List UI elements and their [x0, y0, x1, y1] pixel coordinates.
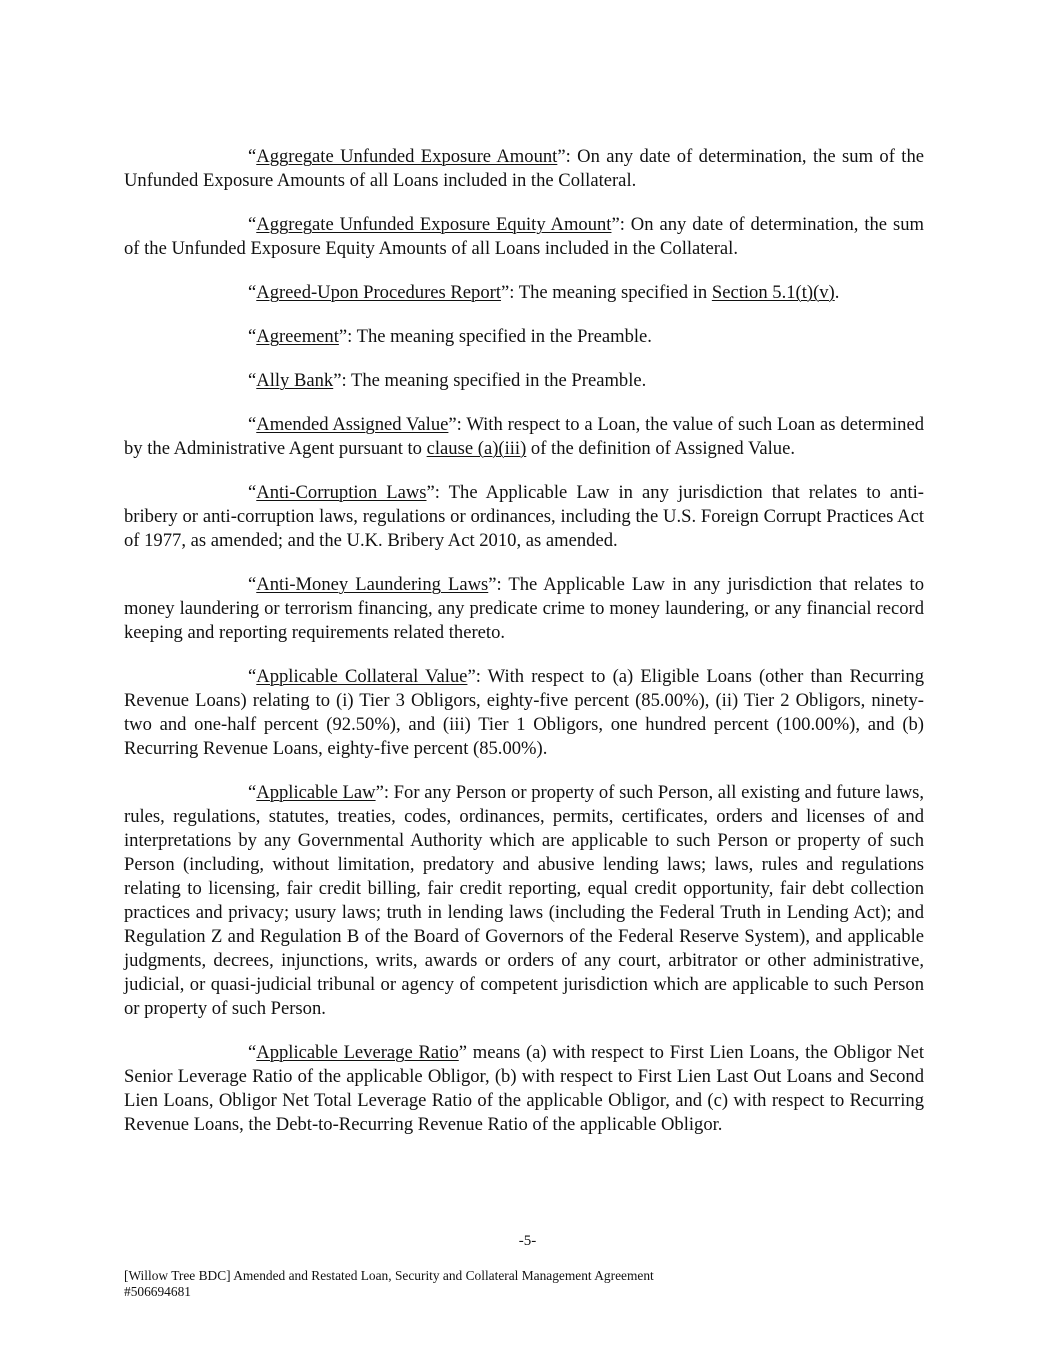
definition-aggregate-unfunded-exposure-amount: “Aggregate Unfunded Exposure Amount”: On any date of determination, the sum of the Unfunded Exposure Amounts of all Loans included in the Collateral.: [124, 146, 924, 191]
defined-term: Agreed-Upon Procedures Report: [256, 282, 502, 303]
footer-doc-id: #506694681: [124, 1284, 191, 1299]
defined-term: Amended Assigned Value: [256, 414, 449, 435]
definition-text: ”: With respect to a Loan, the value of such Loan as determined by the Administrative Agent pursuant to: [124, 414, 924, 459]
definition-amended-assigned-value: “Amended Assigned Value”: With respect to a Loan, the value of such Loan as determined by the Administrative Agent pursuant to clause (a)(iii) of the definition of Assigned Value.: [124, 414, 924, 459]
defined-term: Applicable Law: [256, 782, 376, 803]
defined-term: Anti-Corruption Laws: [256, 482, 427, 503]
defined-term: Ally Bank: [256, 370, 334, 391]
definition-anti-money-laundering-laws: “Anti-Money Laundering Laws”: The Applicable Law in any jurisdiction that relates to money laundering or terrorism financing, any predicate crime to money laundering, or any financial record keeping and reporting requirements related thereto.: [124, 574, 924, 643]
definition-text: ”: The Applicable Law in any jurisdiction that relates to money laundering or terrorism financing, any predicate crime to money laundering, or any financial record keeping and reporting requirements related thereto.: [124, 574, 924, 643]
defined-term: Applicable Leverage Ratio: [256, 1042, 459, 1063]
section-reference: Section 5.1(t)(v): [711, 282, 835, 303]
clause-reference: clause (a)(iii): [426, 438, 527, 459]
page-number: -5-: [518, 1233, 537, 1249]
defined-term: Agreement: [256, 326, 339, 347]
defined-term: Aggregate Unfunded Exposure Equity Amount: [256, 214, 612, 235]
definition-applicable-leverage-ratio: “Applicable Leverage Ratio” means (a) with respect to First Lien Loans, the Obligor Net Senior Leverage Ratio of the applicable Obligor, (b) with respect to First Lien Last Out Loans and Second Lien Loans, Obligor Net Total Leverage Ratio of the applicable Obligor, and (c) with respect to Recurring Revenue Loans, the Debt-to-Recurring Revenue Ratio of the applicable Obligor.: [124, 1042, 925, 1135]
definition-text: ”: On any date of determination, the sum of the Unfunded Exposure Equity Amounts of all Loans included in the Collateral.: [124, 214, 924, 259]
defined-term: Anti-Money Laundering Laws: [256, 574, 489, 595]
definition-aggregate-unfunded-exposure-equity-amount: “Aggregate Unfunded Exposure Equity Amount”: On any date of determination, the sum of the Unfunded Exposure Equity Amounts of all Loans included in the Collateral.: [124, 214, 924, 259]
definition-text: ”: For any Person or property of such Person, all existing and future laws, rules, regulations, statutes, treaties, codes, ordinances, permits, certificates, orders and licenses of and interpretations by any Governmental Authority which are applicable to such Person or property of such Person (including, without limitation, predatory and abusive lending laws; laws, rules and regulations relating to licensing, fair credit billing, fair credit reporting, equal credit opportunity, fair debt collection practices and privacy; usury laws; truth in lending laws (including the Federal Truth in Lending Act); and Regulation Z and Regulation B of the Board of Governors of the Federal Reserve System), and applicable judgments, decrees, injunctions, writs, awards or orders of any court, arbitrator or other administrative, judicial, or quasi-judicial tribunal or agency of competent jurisdiction which are applicable to such Person or property of such Person.: [124, 782, 925, 1019]
definition-ally-bank: “Ally Bank”: The meaning specified in the Preamble.: [248, 370, 647, 391]
definition-text-tail: of the definition of Assigned Value.: [526, 438, 795, 459]
definition-text: ”: The meaning specified in the Preamble.: [333, 370, 647, 391]
definition-applicable-law: “Applicable Law”: For any Person or property of such Person, all existing and future laws, rules, regulations, statutes, treaties, codes, ordinances, permits, certificates, orders and licenses of and interpretations by any Governmental Authority which are applicable to such Person or property of such Person (including, without limitation, predatory and abusive lending laws; laws, rules and regulations relating to licensing, fair credit billing, fair credit reporting, equal credit opportunity, fair debt collection practices and privacy; usury laws; truth in lending laws (including the Federal Truth in Lending Act); and Regulation Z and Regulation B of the Board of Governors of the Federal Reserve System), and applicable judgments, decrees, injunctions, writs, awards or orders of any court, arbitrator or other administrative, judicial, or quasi-judicial tribunal or agency of competent jurisdiction which are applicable to such Person or property of such Person.: [124, 782, 925, 1019]
definition-text: ”: The meaning specified in the Preamble.: [338, 326, 652, 347]
definition-text: ”: On any date of determination, the sum of the Unfunded Exposure Amounts of all Loans included in the Collateral.: [124, 146, 924, 191]
document-footer: [124, 1268, 924, 1300]
defined-term: Applicable Collateral Value: [256, 666, 468, 687]
document-body: [124, 145, 924, 1157]
definition-agreed-upon-procedures-report: “Agreed-Upon Procedures Report”: The meaning specified in Section 5.1(t)(v).: [248, 282, 840, 303]
definition-text-tail: .: [834, 282, 840, 303]
definition-text: ”: The Applicable Law in any jurisdiction that relates to anti-bribery or anti-corruption laws, regulations or ordinances, including the U.S. Foreign Corrupt Practices Act of 1977, as amended; and the U.K. Bribery Act 2010, as amended.: [124, 482, 924, 551]
footer-title: [Willow Tree BDC] Amended and Restated Loan, Security and Collateral Management Agreement: [124, 1268, 654, 1283]
definition-agreement: “Agreement”: The meaning specified in the Preamble.: [248, 326, 652, 347]
definition-anti-corruption-laws: “Anti-Corruption Laws”: The Applicable Law in any jurisdiction that relates to anti-bribery or anti-corruption laws, regulations or ordinances, including the U.S. Foreign Corrupt Practices Act of 1977, as amended; and the U.K. Bribery Act 2010, as amended.: [124, 482, 924, 551]
defined-term: Aggregate Unfunded Exposure Amount: [256, 146, 558, 167]
definition-text: ”: With respect to (a) Eligible Loans (other than Recurring Revenue Loans) relating to (i) Tier 3 Obligors, eighty-five percent (85.00%), (ii) Tier 2 Obligors, ninety-two and one-half percent (92.50%), and (iii) Tier 1 Obligors, one hundred percent (100.00%), and (b) Recurring Revenue Loans, eighty-five percent (85.00%).: [124, 666, 925, 759]
definition-text: ”: The meaning specified in: [501, 282, 712, 303]
definition-applicable-collateral-value: “Applicable Collateral Value”: With respect to (a) Eligible Loans (other than Recurring Revenue Loans) relating to (i) Tier 3 Obligors, eighty-five percent (85.00%), (ii) Tier 2 Obligors, ninety-two and one-half percent (92.50%), and (iii) Tier 1 Obligors, one hundred percent (100.00%), and (b) Recurring Revenue Loans, eighty-five percent (85.00%).: [124, 666, 925, 759]
definition-text: ” means (a) with respect to First Lien Loans, the Obligor Net Senior Leverage Ratio of the applicable Obligor, (b) with respect to First Lien Last Out Loans and Second Lien Loans, Obligor Net Total Leverage Ratio of the applicable Obligor, and (c) with respect to Recurring Revenue Loans, the Debt-to-Recurring Revenue Ratio of the applicable Obligor.: [124, 1042, 925, 1135]
